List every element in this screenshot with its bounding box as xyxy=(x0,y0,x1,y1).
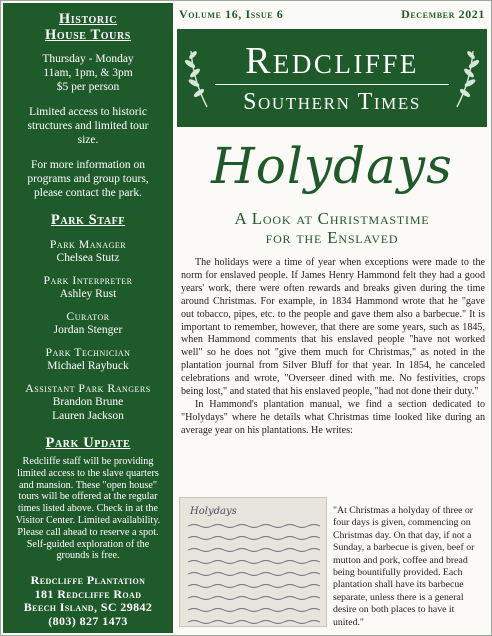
staff-member: Assistant Park Rangers Brandon Brune Lauren Jackson xyxy=(25,381,151,422)
issue-date: December 2021 xyxy=(401,7,485,21)
article-paragraph: The holidays were a time of year when exceptions were made to the norm for enslaved people. If James Henry Hammond felt they had a good years' work, there were often rewards and breaks given during the time around Christmas. For example, in 1834 Hammond wrote that he "gave out tobacco, pipes, etc. to the people and gave them also a barbecue." It is important to remember, however, that there are some years, such as 1845, when Hammond comments that his enslaved people "have not worked well" so he does not "give them much for Christmas," as noted in the plantation journal from Silver Bluff for that year. In 1854, he canceled celebrations and wrote, "Overseer dined with me. No festivities, crops being lost," and stated that his enslaved people, "had not done their duty." xyxy=(181,257,485,398)
staff-member: Park Interpreter Ashley Rust xyxy=(43,273,133,300)
update-heading: Park Update xyxy=(45,435,131,451)
manuscript-heading: Holydays xyxy=(190,506,237,517)
manuscript-image xyxy=(179,497,327,627)
staff-heading: Park Staff xyxy=(50,212,126,228)
tour-info-note: For more information on programs and group tours, please contact the park. xyxy=(27,159,149,199)
feature-script-heading: Holydays xyxy=(211,137,453,195)
tour-access-note: Limited access to historic structures and limited tour size. xyxy=(27,106,149,146)
masthead-title: Redcliffe xyxy=(245,40,419,82)
issue-volume: Volume 16, Issue 6 xyxy=(179,7,284,21)
masthead-divider xyxy=(215,84,449,85)
tour-days: Thursday - Monday xyxy=(42,53,134,65)
manuscript-handwriting xyxy=(180,498,327,627)
tour-times: 11am, 1pm, & 3pm xyxy=(43,67,133,79)
main-column xyxy=(173,3,491,633)
update-text: Redcliffe staff will be providing limited access to the slave quarters and mansion. These "open house" tours will be offered at the regular times listed above. Check in at the Visitor Center. Limited availability. Please call ahead to reserve a spot. Self-guided exploration of the grounds is free. xyxy=(15,456,161,562)
article-paragraph: In Hammond's plantation manual, we find a section dedicated to "Holydays" where he details what Christmas time looked like during an average year on his plantations. He writes: xyxy=(181,398,485,436)
article-title: A Look at Christmastime for the Enslaved xyxy=(234,209,430,247)
masthead xyxy=(177,29,487,127)
article-body xyxy=(181,257,485,438)
tours-title: Historic House Tours xyxy=(45,11,131,43)
staff-member: Curator Jordan Stenger xyxy=(53,309,123,336)
park-address: Redcliffe Plantation 181 Redcliffe Road Beech Island, SC 29842 (803) 827 1473 xyxy=(9,574,167,628)
manual-quote: "At Christmas a holyday of three or four days is given, commencing on Christmas day. On that day, if not a Sunday, a barbecue is given, beef or mutton and pork, coffee and bread being bountifully provided. Each plantation shall have its barbecue separate, unless there is a general desire on both places to have it united." xyxy=(333,505,475,628)
staff-member: Park Manager Chelsea Stutz xyxy=(49,237,127,264)
park-phone: (803) 827 1473 xyxy=(48,613,128,628)
staff-member: Park Technician Michael Raybuck xyxy=(45,345,131,372)
masthead-subtitle: Southern Times xyxy=(243,89,421,115)
issue-bar xyxy=(179,7,485,21)
tour-price: $5 per person xyxy=(56,81,120,93)
sidebar xyxy=(3,3,173,633)
